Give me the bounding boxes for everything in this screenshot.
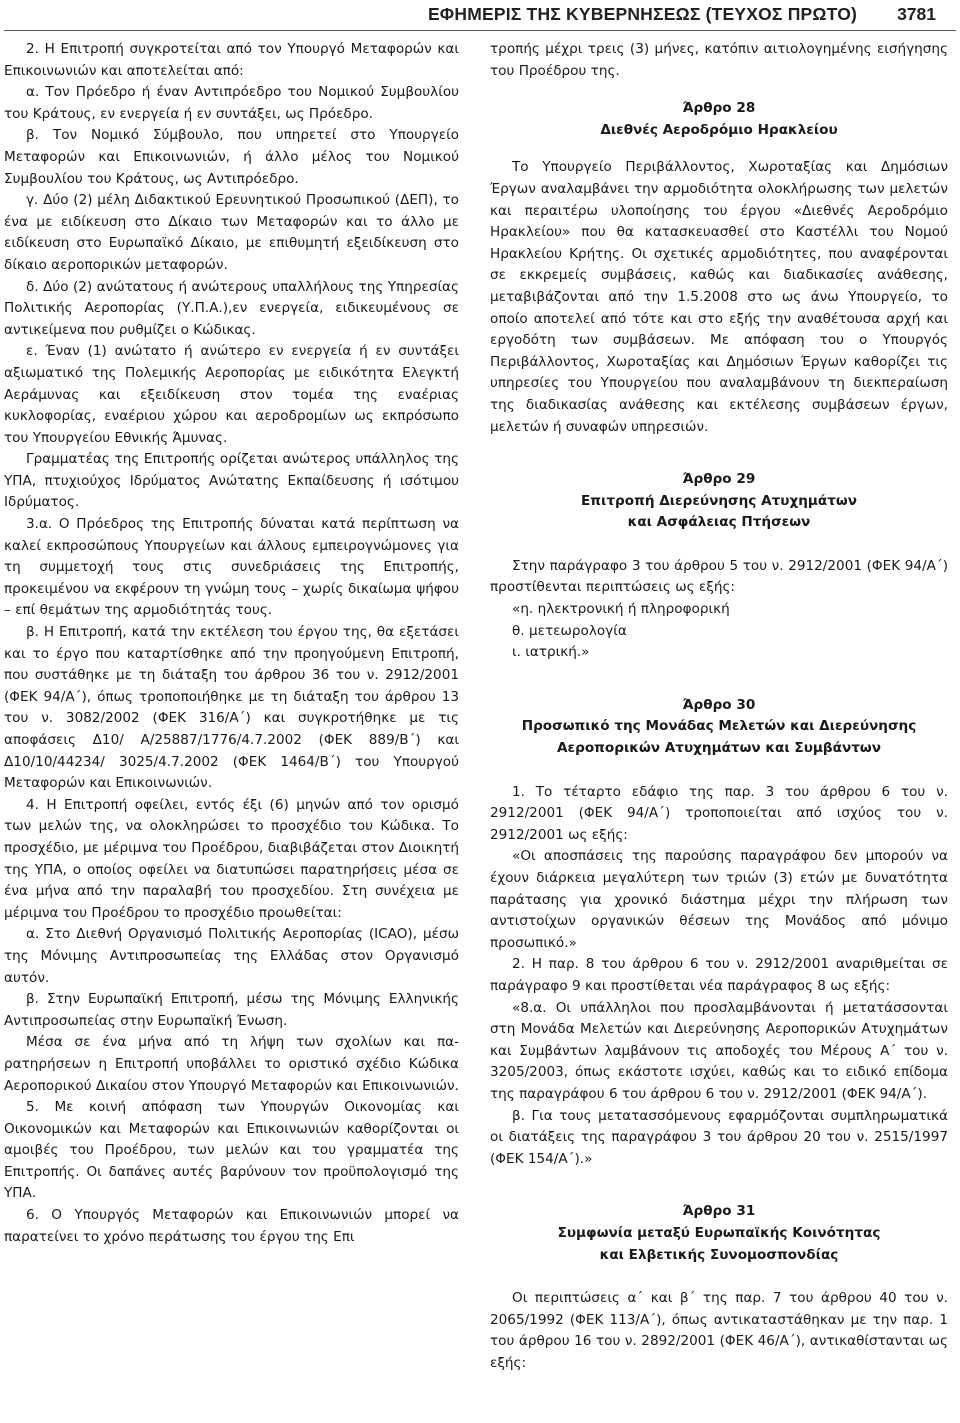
paragraph: 2. Η Επιτροπή συγκροτείται από τον Υπουργό Μεταφορών και Επικοινωνιών και αποτελείται από:	[4, 41, 459, 79]
paragraph: β. Στην Ευρωπαϊκή Επιτροπή, μέσω της Μόνιμης Ελληνικής Αντιπροσωπείας στην Ευρωπαϊκή Ένωση.	[4, 991, 459, 1029]
article-title-line: Αεροπορικών Ατυχημάτων και Συμβάντων	[557, 740, 881, 757]
paragraph: τροπής μέχρι τρεις (3) μήνες, κατόπιν αιτιολογημένης εισήγησης του Προέδρου της.	[490, 41, 948, 79]
article-title-line: και Ελβετικής Συνομοσπονδίας	[599, 1246, 839, 1263]
article-31-heading	[490, 1201, 948, 1266]
page-header	[30, 0, 936, 28]
article-number: Άρθρο 30	[682, 696, 756, 713]
left-column	[4, 39, 459, 1248]
paragraph: Γραμματέας της Επιτροπής ορίζεται ανώτερος υπάλληλος της ΥΠΑ, πτυχιούχος Ιδρύματος Ανώτατης Εκπαίδευσης ή ισότιμου Ιδρύματος.	[4, 451, 459, 511]
article-title-line: Συμφωνία μεταξύ Ευρωπαϊκής Κοινότητας	[557, 1224, 881, 1241]
paragraph: 5. Με κοινή απόφαση των Υπουργών Οικονομίας και Οικονομικών και Μεταφορών και Επικοινωνιών καθορίζονται οι αμοιβές του Προέδρου, των μελών και του γραμματέα της Επιτροπής. Οι δαπάνες αυτές βαρύνουν τον προϋπολογισμό της ΥΠΑ.	[4, 1099, 459, 1202]
paragraph: Στην παράγραφο 3 του άρθρου 5 του ν. 2912/2001 (ΦΕΚ 94/Α΄) προστίθενται περιπτώσεις ως εξής:	[490, 557, 948, 596]
paragraph: β. Τον Νομικό Σύμβουλο, που υπηρετεί στο Υπουργείο Μεταφορών και Επικοινωνιών, ή άλλο μέλος του Νομικού Συμβουλίου του Κράτους, ως Αντιπρόεδρο.	[4, 127, 459, 187]
paragraph: 3.α. Ο Πρόεδρος της Επιτροπής δύναται κατά περίπτωση να καλεί εκπροσώπους Υπουργείων και άλλους εμπειρογνώμονες για τη συμμετοχή τους στις συνεδριάσεις της Επιτροπής, προκειμένου να εκφέρουν τη γνώμη τους – χωρίς δικαίωμα ψήφου – επί θεμάτων της αρμοδιότητάς τους.	[4, 516, 459, 619]
paragraph: 6. Ο Υπουργός Μεταφορών και Επικοινωνιών μπορεί να παρατείνει το χρόνο περάτωσης του έργου της Επι	[4, 1207, 459, 1245]
paragraph: δ. Δύο (2) ανώτατους ή ανώτερους υπαλλήλους της Υπηρεσίας Πολιτικής Αεροπορίας (Υ.Π.Α.),εν ενεργεία, ειδικευμένους σε αντικείμενα που ρυθμίζει ο Κώδικας.	[4, 278, 459, 338]
article-title: Διεθνές Αεροδρόμιο Ηρακλείου	[600, 121, 838, 138]
paragraph: γ. Δύο (2) μέλη Διδακτικού Ερευνητικού Προσωπικού (ΔΕΠ), το ένα με ειδίκευση στο Δίκαιο των Μεταφορών και το άλλο με ειδίκευση στο Ευρωπαϊκό Δίκαιο, με επιθυμητή εξειδίκευση στο δίκαιο αεροπορικών μεταφορών.	[4, 192, 459, 273]
article-title-line: Προσωπικό της Μονάδας Μελετών και Διερεύνησης	[521, 718, 917, 735]
article-30-heading	[490, 695, 948, 760]
paragraph: θ. μετεωρολογία	[512, 622, 627, 639]
paragraph: ε. Έναν (1) ανώτατο ή ανώτερο εν ενεργεία ή εν συντάξει αξιωματικό της Πολεμικής Αεροπορίας με ειδικότητα Ελεγκτή Αεράμυνας και εξειδίκευση στον τομέα της εναέριας κυκλοφορίας, εναέριου χώρου και αεροδρομίων ως εκπρόσωπο του Υπουργείου Εθνικής Άμυνας.	[4, 343, 459, 446]
paragraph: Μέσα σε ένα μήνα από τη λήψη των σχολίων και παρατηρήσεων η Επιτροπή υποβάλλει το οριστικό σχέδιο Κώδικα Αεροπορικού Δικαίου στον Υπουργό Μεταφορών και Επικοινωνιών.	[4, 1034, 459, 1094]
article-number: Άρθρο 28	[682, 100, 756, 117]
paragraph: 1. Το τέταρτο εδάφιο της παρ. 3 του άρθρου 6 του ν. 2912/2001 (ΦΕΚ 94/Α΄) τροποποιείται από ισχύος του ν. 2912/2001 ως εξής:	[490, 783, 948, 843]
paragraph: «Οι αποσπάσεις της παρούσης παραγράφου δεν μπορούν να έχουν διάρκεια μεγαλύτερη των τριών (3) ετών με δυνατότητα παράτασης για χρονικό διάστημα μέχρι την πλήρωση των αντιστοίχων οργανικών θέσεων της Μονάδος από μόνιμο προσωπικό.»	[490, 848, 948, 951]
paragraph: β. Για τους μετατασσόμενους εφαρμόζονται συμπληρωματικά οι διατάξεις της παραγράφου 3 του άρθρου 20 του ν. 2515/1997 (ΦΕΚ 154/Α΄).»	[490, 1107, 948, 1167]
article-29-heading	[490, 469, 948, 534]
article-number: Άρθρο 31	[682, 1203, 756, 1220]
page-number: 3781	[897, 3, 936, 24]
paragraph: ι. ιατρική.»	[512, 644, 590, 661]
paragraph: 4. Η Επιτροπή οφείλει, εντός έξι (6) μηνών από τον ορισμό των μελών της, να ολοκληρώσει το προσχέδιο του Κώδικα. Το προσχέδιο, με μέριμνα του Προέδρου, διαβιβάζεται στον Διοικητή της ΥΠΑ, ο οποίος οφείλει να διατυπώσει παρατηρήσεις μέσα σε ένα μήνα από την παραλαβή του προσχεδίου. Στη συνέχεια με μέριμνα του Προέδρου το προσχέδιο προωθείται:	[4, 796, 459, 921]
article-28-heading	[490, 98, 948, 141]
gazette-title: ΕΦΗΜΕΡΙΣ ΤΗΣ ΚΥΒΕΡΝΗΣΕΩΣ (ΤΕΥΧΟΣ ΠΡΩΤΟ)	[427, 3, 858, 24]
header-rule	[4, 30, 956, 31]
article-title-line: Επιτροπή Διερεύνησης Ατυχημάτων	[580, 492, 857, 509]
right-column	[490, 39, 948, 1374]
paragraph: «η. ηλεκτρονική ή πληροφορική	[512, 601, 730, 618]
article-title-line: και Ασφάλειας Πτήσεων	[627, 514, 811, 531]
article-number: Άρθρο 29	[682, 471, 756, 488]
paragraph: «8.α. Οι υπάλληλοι που προσλαμβάνονται ή μετατάσσονται στη Μονάδα Μελετών και Διερεύνησης Αεροπορικών Ατυχημάτων και Συμβάντων λαμβάνουν τις αποδοχές του Μέρους Α΄ του ν. 3205/2003, όπως εκάστοτε ισχύει, καθώς και το ειδικό επίδομα της παραγράφου 6 του άρθρου 6 του ν. 2912/2001 (ΦΕΚ 94/Α΄).	[490, 999, 948, 1102]
paragraph: α. Στο Διεθνή Οργανισμό Πολιτικής Αεροπορίας (ICAO), μέσω της Μόνιμης Αντιπροσωπείας της Ελλάδας στον Οργανισμό αυτόν.	[4, 926, 459, 986]
paragraph: Το Υπουργείο Περιβάλλοντος, Χωροταξίας και Δημόσιων Έργων αναλαμβάνει την αρμοδιότητα ολοκλήρωσης των μελετών και περαιτέρω υλοποίησης του έργου «Διεθνές Αεροδρόμιο Ηρακλείου» που θα κατασκευασθεί στο Καστέλλι του Νομού Ηρακλείου Κρήτης. Οι σχετικές αρμοδιότητες, που αναφέρονται σε εκκρεμείς συμβάσεις, καθώς και διαδικασίες ανάθεσης, μεταβιβάζονται από την 1.5.2008 στο ως άνω Υπουργείο, το οποίο αποτελεί από τότε και στο εξής την αναθέτουσα αρχή και εργοδότη των συμβάσεων. Με απόφαση του ο Υπουργός Περιβάλλοντος, Χωροταξίας και Δημόσιων Έργων καθορίζει τις υπηρεσίες του Υπουργείου που αναλαμβάνουν τη διεκπεραίωση της διαδικασίας ανάθεσης και εκτέλεσης συμβάσεων έργων, μελετών ή συναφών υπηρεσιών.	[490, 159, 948, 435]
paragraph: α. Τον Πρόεδρο ή έναν Αντιπρόεδρο του Νομικού Συμβουλίου του Κράτους, εν ενεργεία ή εν συντάξει, ως Πρόεδρο.	[4, 84, 459, 122]
paragraph: 2. Η παρ. 8 του άρθρου 6 του ν. 2912/2001 αναριθμείται σε παράγραφο 9 και προστίθεται νέα παράγραφος 8 ως εξής:	[490, 956, 948, 994]
paragraph: β. Η Επιτροπή, κατά την εκτέλεση του έργου της, θα εξετάσει και το έργο που καταρτίσθηκε από την προηγούμενη Επιτροπή, που συστάθηκε με τη διάταξη του άρθρου 36 του ν. 2912/2001 (ΦΕΚ 94/Α΄), όπως τροποποιήθηκε με τη διάταξη του άρθρου 13 του ν. 3082/2002 (ΦΕΚ 316/Α΄) και συγκροτήθηκε με τις αποφάσεις Δ10/ Α/25887/1776/4.7.2002 (ΦΕΚ 889/Β΄) και Δ10/10/44234/ 3025/4.7.2002 (ΦΕΚ 1464/Β΄) του Υπουργού Μεταφορών και Επικοινωνιών.	[4, 624, 459, 792]
paragraph: Οι περιπτώσεις α΄ και β΄ της παρ. 7 του άρθρου 40 του ν. 2065/1992 (ΦΕΚ 113/Α΄), όπως αντικαταστάθηκαν με την παρ. 1 του άρθρου 16 του ν. 2892/2001 (ΦΕΚ 46/Α΄), αντικαθίστανται ως εξής:	[490, 1290, 948, 1371]
